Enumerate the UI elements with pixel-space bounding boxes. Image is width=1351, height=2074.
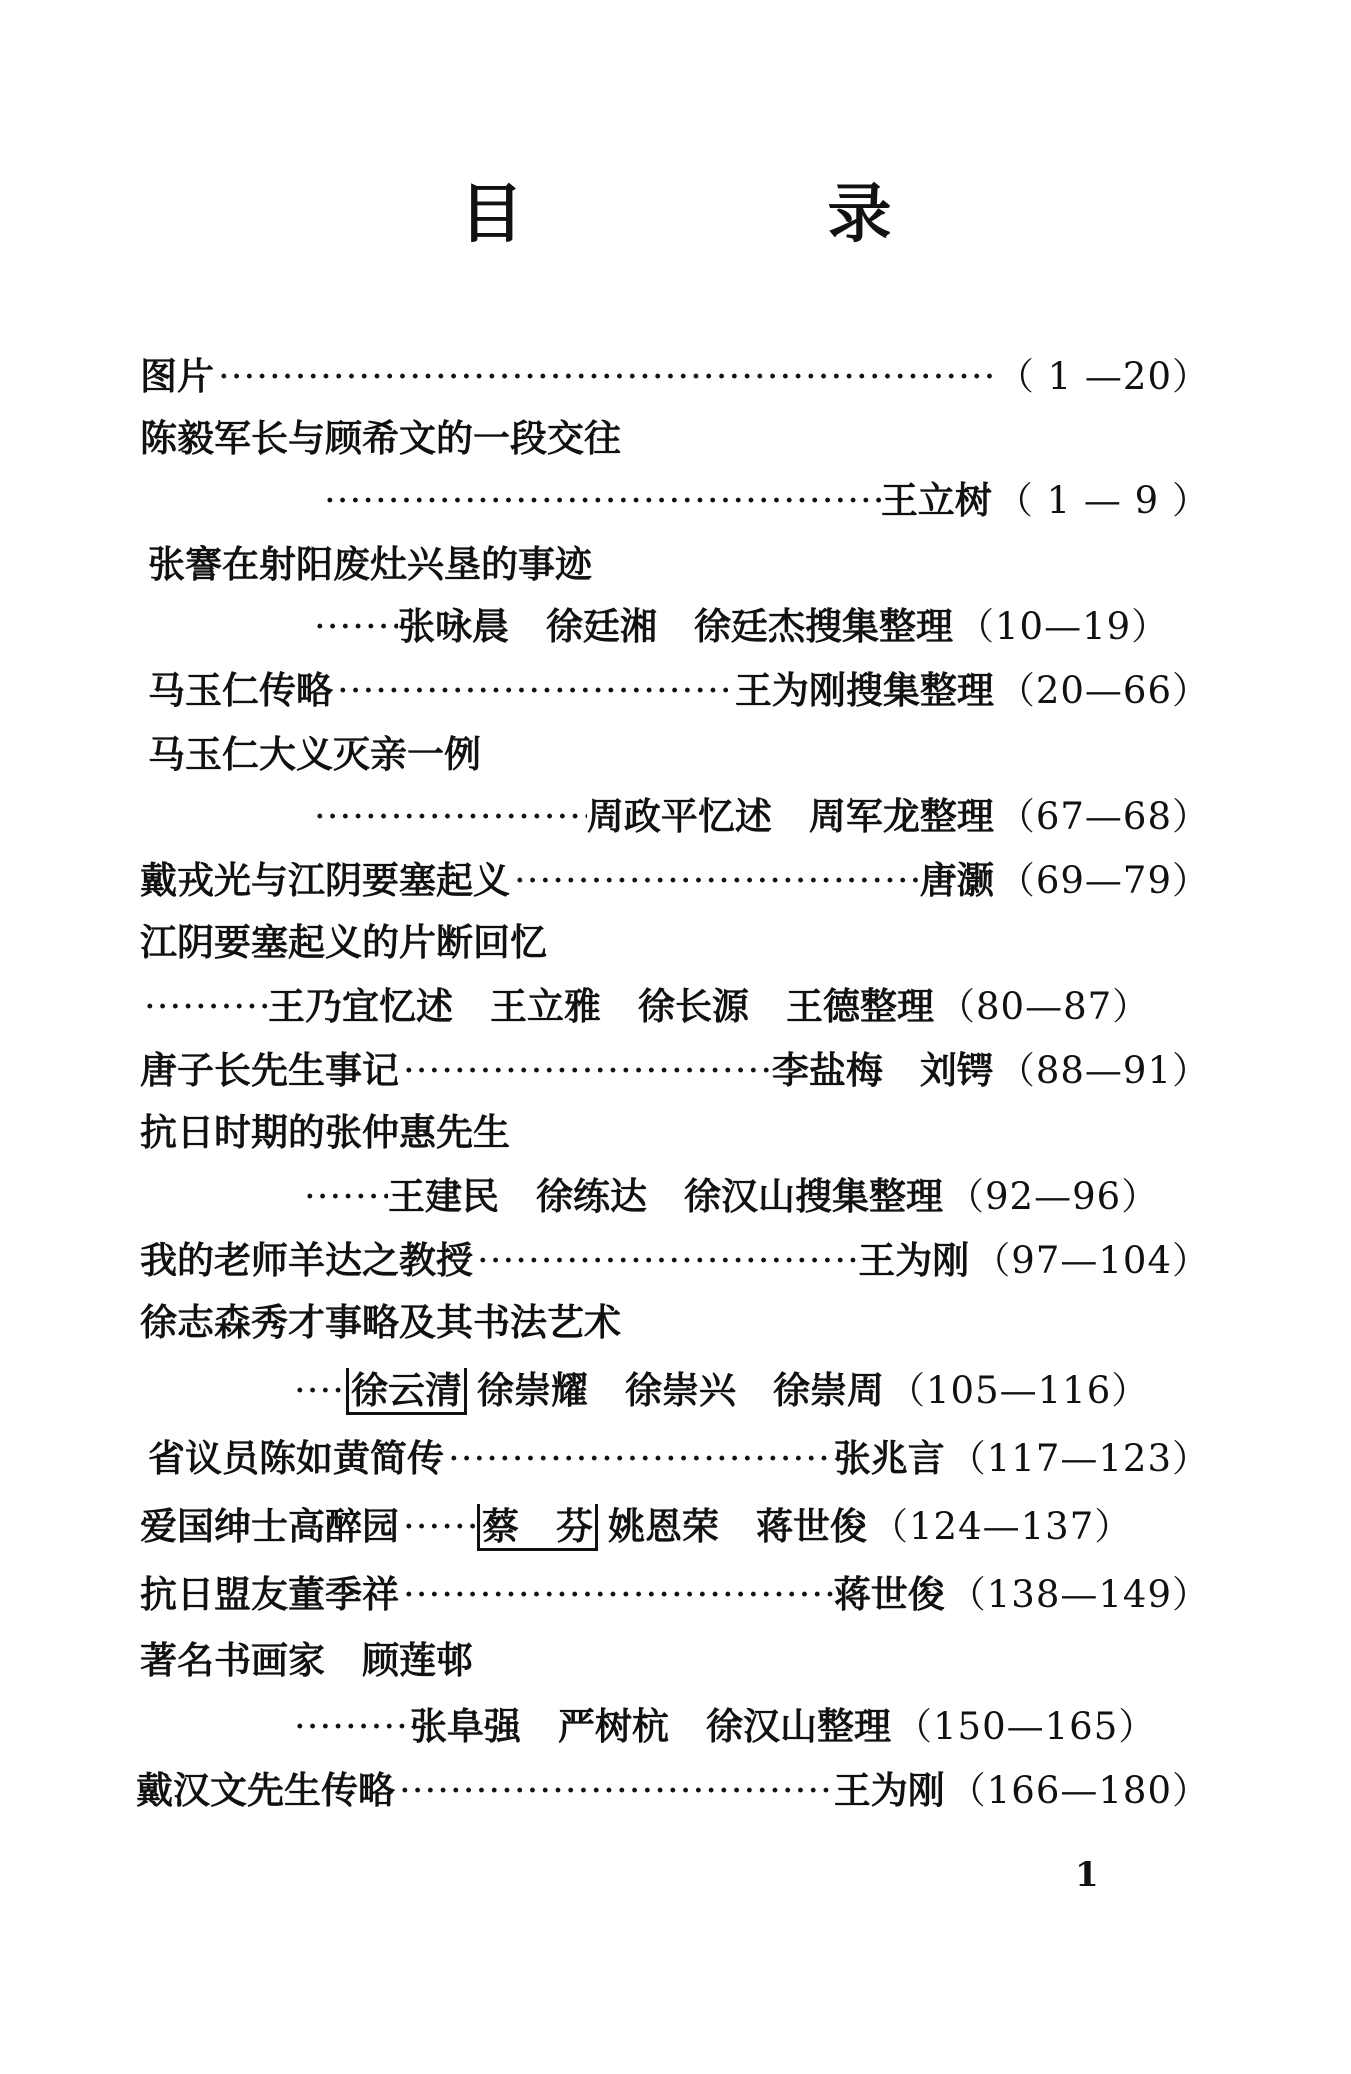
entry-author: 张阜强 严树杭 徐汉山整理: [410, 1704, 891, 1748]
toc-entry-title-line: [148, 538, 1210, 590]
entry-title: 陈毅军长与顾希文的一段交往: [140, 416, 621, 460]
entry-pages: （124—137）: [871, 1505, 1133, 1548]
dot-leader: [310, 601, 398, 653]
entry-pages: （166—180）: [948, 1769, 1210, 1812]
toc-entry-author-line: [290, 1364, 1210, 1416]
toc-entry: [140, 1500, 1210, 1552]
dot-leader: [214, 351, 993, 403]
toc-entry-title-line: [148, 728, 1210, 780]
toc-entry-author-line: [310, 790, 1210, 842]
entry-author: 王为刚搜集整理: [734, 668, 994, 712]
entry-author: 周政平忆述 周军龙整理: [586, 794, 994, 838]
toc-entry-author-line: [300, 1170, 1210, 1222]
entry-pages: （69—79）: [997, 859, 1210, 902]
entry-pages: （138—149）: [948, 1573, 1210, 1616]
dot-leader: [399, 1569, 834, 1621]
toc-entry-author-line: [310, 600, 1210, 652]
toc-entry-author-line: [320, 474, 1210, 526]
toc-entry: [140, 1044, 1210, 1096]
entry-pages: （ 1 —20）: [996, 355, 1210, 398]
toc-entry-author-line: [140, 980, 1210, 1032]
dot-leader: [290, 1701, 410, 1753]
entry-author: 李盐梅 刘锷: [771, 1048, 994, 1092]
entry-title: 马玉仁传略: [148, 668, 333, 712]
entry-pages: （67—68）: [997, 795, 1210, 838]
toc-entry: [140, 854, 1210, 906]
entry-author: 王乃宜忆述 王立雅 徐长源 王德整理: [268, 984, 934, 1028]
entry-title: 张謇在射阳废灶兴垦的事迹: [148, 542, 592, 586]
page-title: 目 录: [459, 177, 1012, 252]
entry-title: 唐子长先生事记: [140, 1048, 399, 1092]
entry-pages: （150—165）: [895, 1705, 1157, 1748]
entry-author: 王为刚: [858, 1238, 970, 1282]
entry-pages: （10—19）: [957, 605, 1170, 648]
entry-title: 著名书画家 顾莲邨: [140, 1638, 473, 1682]
entry-author: 张咏晨 徐廷湘 徐廷杰搜集整理: [398, 604, 953, 648]
dot-leader: [333, 665, 735, 717]
toc-entry: [140, 1234, 1210, 1286]
entry-author: 王立树: [880, 478, 992, 522]
dot-leader: [444, 1433, 834, 1485]
boxed-author: 蔡 芬: [477, 1504, 598, 1551]
dot-leader: [140, 981, 268, 1033]
toc-entry-title-line: [140, 1634, 1210, 1686]
toc-entry: [148, 664, 1210, 716]
dot-leader: [399, 1045, 772, 1097]
dot-leader: [395, 1765, 834, 1817]
entry-author: 姚恩荣 蒋世俊: [608, 1504, 867, 1548]
entry-author: 徐崇耀 徐崇兴 徐崇周: [477, 1368, 884, 1412]
entry-pages: （20—66）: [997, 669, 1210, 712]
toc-entry-title-line: [140, 412, 1210, 464]
dot-leader: [399, 1501, 477, 1553]
entry-title: 抗日盟友董季祥: [140, 1572, 399, 1616]
toc-entry: [148, 1432, 1210, 1484]
entry-title: 戴戎光与江阴要塞起义: [140, 858, 510, 902]
page-number: 1: [1075, 1855, 1099, 1895]
entry-author: 唐灏: [919, 858, 994, 902]
entry-pages: （80—87）: [938, 985, 1151, 1028]
entry-pages: （117—123）: [948, 1437, 1210, 1480]
entry-pages: （97—104）: [973, 1239, 1210, 1282]
entry-author: 张兆言: [833, 1436, 945, 1480]
dot-leader: [310, 791, 587, 843]
entry-author: 王为刚: [833, 1768, 945, 1812]
toc-entry-title-line: [140, 916, 1210, 968]
dot-leader: [510, 855, 920, 907]
entry-pages: （105—116）: [888, 1369, 1150, 1412]
entry-title: 抗日时期的张仲惠先生: [140, 1110, 510, 1154]
entry-author: 王建民 徐练达 徐汉山搜集整理: [388, 1174, 943, 1218]
entry-title: 省议员陈如黄简传: [148, 1436, 444, 1480]
toc-entry-title-line: [140, 1106, 1210, 1158]
entry-pages: （ 1 — 9 ）: [995, 479, 1210, 522]
toc-entry-title-line: [140, 1296, 1210, 1348]
entry-title: 江阴要塞起义的片断回忆: [140, 920, 547, 964]
entry-title: 我的老师羊达之教授: [140, 1238, 473, 1282]
dot-leader: [300, 1171, 388, 1223]
entry-pages: （88—91）: [997, 1049, 1210, 1092]
toc-entry-author-line: [290, 1700, 1210, 1752]
entry-author: 蒋世俊: [833, 1572, 945, 1616]
entry-title: 图片: [140, 354, 214, 398]
toc-entry: [140, 350, 1210, 402]
entry-pages: （92—96）: [947, 1175, 1160, 1218]
toc-entry: [136, 1764, 1210, 1816]
dot-leader: [320, 475, 881, 527]
entry-title: 马玉仁大义灭亲一例: [148, 732, 481, 776]
dot-leader: [473, 1235, 858, 1287]
entry-title: 爱国绅士高醉园: [140, 1504, 399, 1548]
entry-title: 徐志森秀才事略及其书法艺术: [140, 1300, 621, 1344]
dot-leader: [290, 1365, 346, 1417]
toc-entry: [140, 1568, 1210, 1620]
entry-title: 戴汉文先生传略: [136, 1768, 395, 1812]
boxed-author: 徐云清: [346, 1368, 467, 1415]
